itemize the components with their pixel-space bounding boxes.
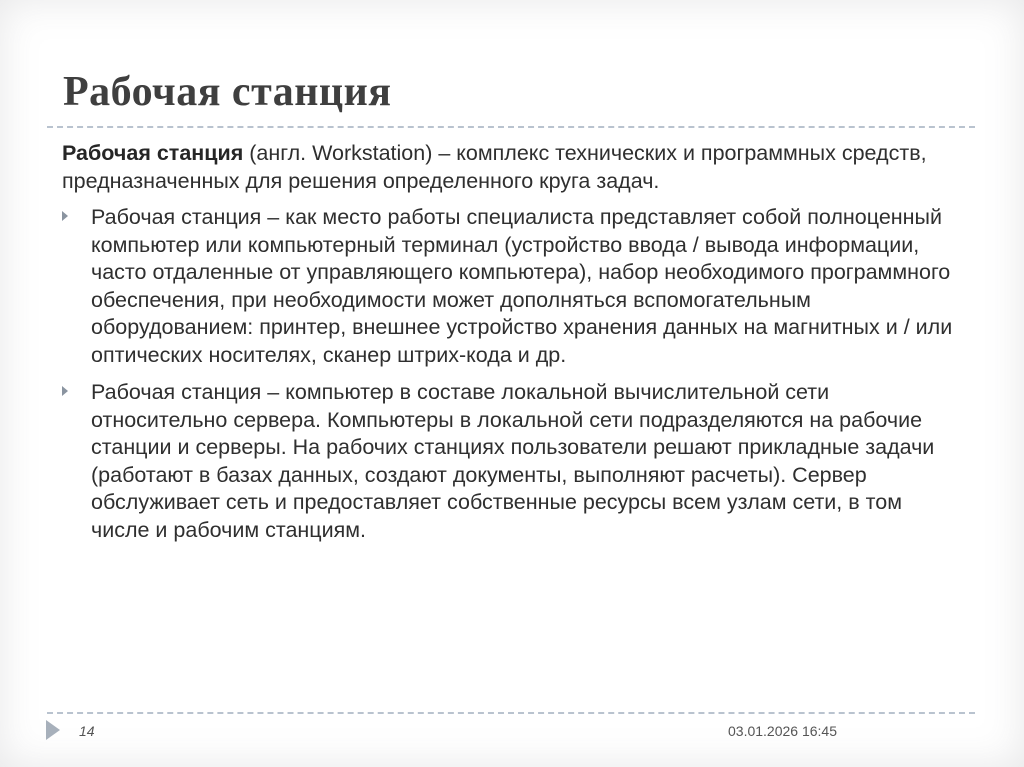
bullet-arrow-icon bbox=[62, 386, 68, 396]
footer-datetime: 03.01.2026 16:45 bbox=[728, 723, 837, 739]
footer-divider bbox=[47, 712, 975, 714]
intro-paragraph bbox=[62, 140, 962, 195]
footer-arrow-icon bbox=[46, 720, 60, 740]
title-divider bbox=[47, 126, 975, 128]
slide-title: Рабочая станция bbox=[63, 69, 392, 115]
bullet-arrow-icon bbox=[62, 211, 68, 221]
slide-body bbox=[62, 140, 962, 554]
bullet-item-network bbox=[62, 379, 962, 544]
intro-term: Рабочая станция bbox=[62, 141, 244, 165]
bullet-item-workplace bbox=[62, 204, 962, 369]
page-number: 14 bbox=[79, 723, 95, 739]
intro-definition: (англ. Workstation) – комплекс технических и программных средств, предназначенных для решения определенного круга задач. bbox=[62, 141, 927, 193]
bullet-text: Рабочая станция – как место работы специалиста представляет собой полноценный компьютер или компьютерный терминал (устройство ввода / вывода информации, часто отдаленные от управляющего компьютера), набор необходимого программного обеспечения, при необходимости может дополняться вспомогательным оборудованием: принтер, внешнее устройство хранения данных на магнитных и / или оптических носителях, сканер штрих-кода и др. bbox=[91, 205, 953, 367]
bullet-text: Рабочая станция – компьютер в составе локальной вычислительной сети относительно сервера. Компьютеры в локальной сети подразделяются на рабочие станции и серверы. На рабочих станциях пользователи решают прикладные задачи (работают в базах данных, создают документы, выполняют расчеты). Сервер обслуживает сеть и предоставляет собственные ресурсы всем узлам сети, в том числе и рабочим станциям. bbox=[91, 380, 935, 542]
